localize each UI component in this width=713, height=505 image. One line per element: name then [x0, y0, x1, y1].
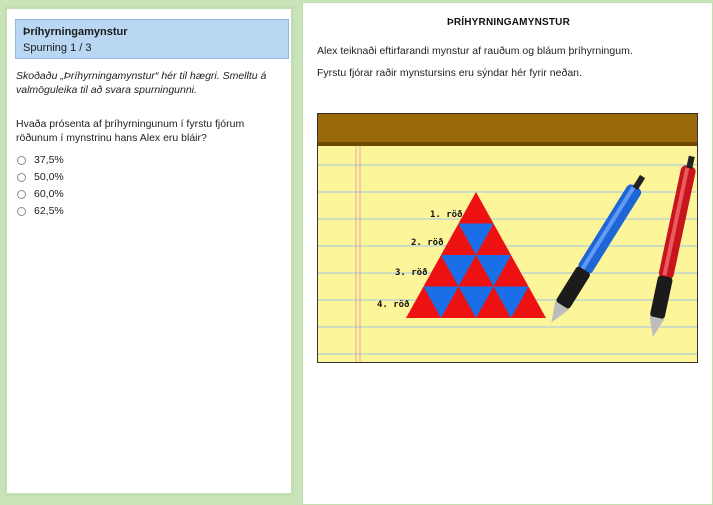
question-panel — [4, 6, 294, 496]
answer-option-label: 62,5% — [34, 205, 64, 217]
question-progress: Spurning 1 / 3 — [23, 42, 92, 54]
answer-option-1[interactable] — [17, 152, 137, 168]
answer-option-label: 37,5% — [34, 154, 64, 166]
answer-option-4[interactable] — [17, 203, 137, 219]
answer-option-label: 60,0% — [34, 188, 64, 200]
notepad-image — [318, 114, 698, 363]
radio-button[interactable] — [17, 173, 26, 182]
clipboard-top — [318, 114, 698, 146]
question-header — [15, 19, 289, 59]
answer-option-label: 50,0% — [34, 171, 64, 183]
row-label-4: 4. röð — [377, 300, 410, 310]
radio-button[interactable] — [17, 190, 26, 199]
stimulus-title: ÞRÍHYRNINGAMYNSTUR — [446, 17, 571, 28]
question-text: Hvaða prósenta af þríhyrningunum í fyrstu fjórum röðunum í mynstrinu hans Alex eru bláir? — [16, 118, 245, 144]
row-label-1: 1. röð — [430, 210, 463, 220]
radio-button[interactable] — [17, 156, 26, 165]
radio-button[interactable] — [17, 207, 26, 216]
stimulus-paragraph-1: Alex teiknaði eftirfarandi mynstur af rauðum og bláum þríhyrningum. — [317, 45, 633, 57]
answer-option-3[interactable] — [17, 186, 137, 202]
question-instruction: Skoðaðu „Þríhyrningamynstur“ hér til hægri. Smelltu á valmöguleika til að svara spurningunni. — [16, 70, 267, 96]
row-label-3: 3. röð — [395, 268, 428, 278]
answer-option-2[interactable] — [17, 169, 137, 185]
question-title: Þríhyrningamynstur — [23, 26, 128, 38]
row-label-2: 2. röð — [411, 238, 444, 248]
triangle-pattern-illustration — [317, 113, 698, 363]
stimulus-paragraph-2: Fyrstu fjórar raðir mynstursins eru sýndar hér fyrir neðan. — [317, 67, 582, 79]
stimulus-panel — [302, 2, 713, 505]
clipboard-edge — [318, 142, 698, 146]
